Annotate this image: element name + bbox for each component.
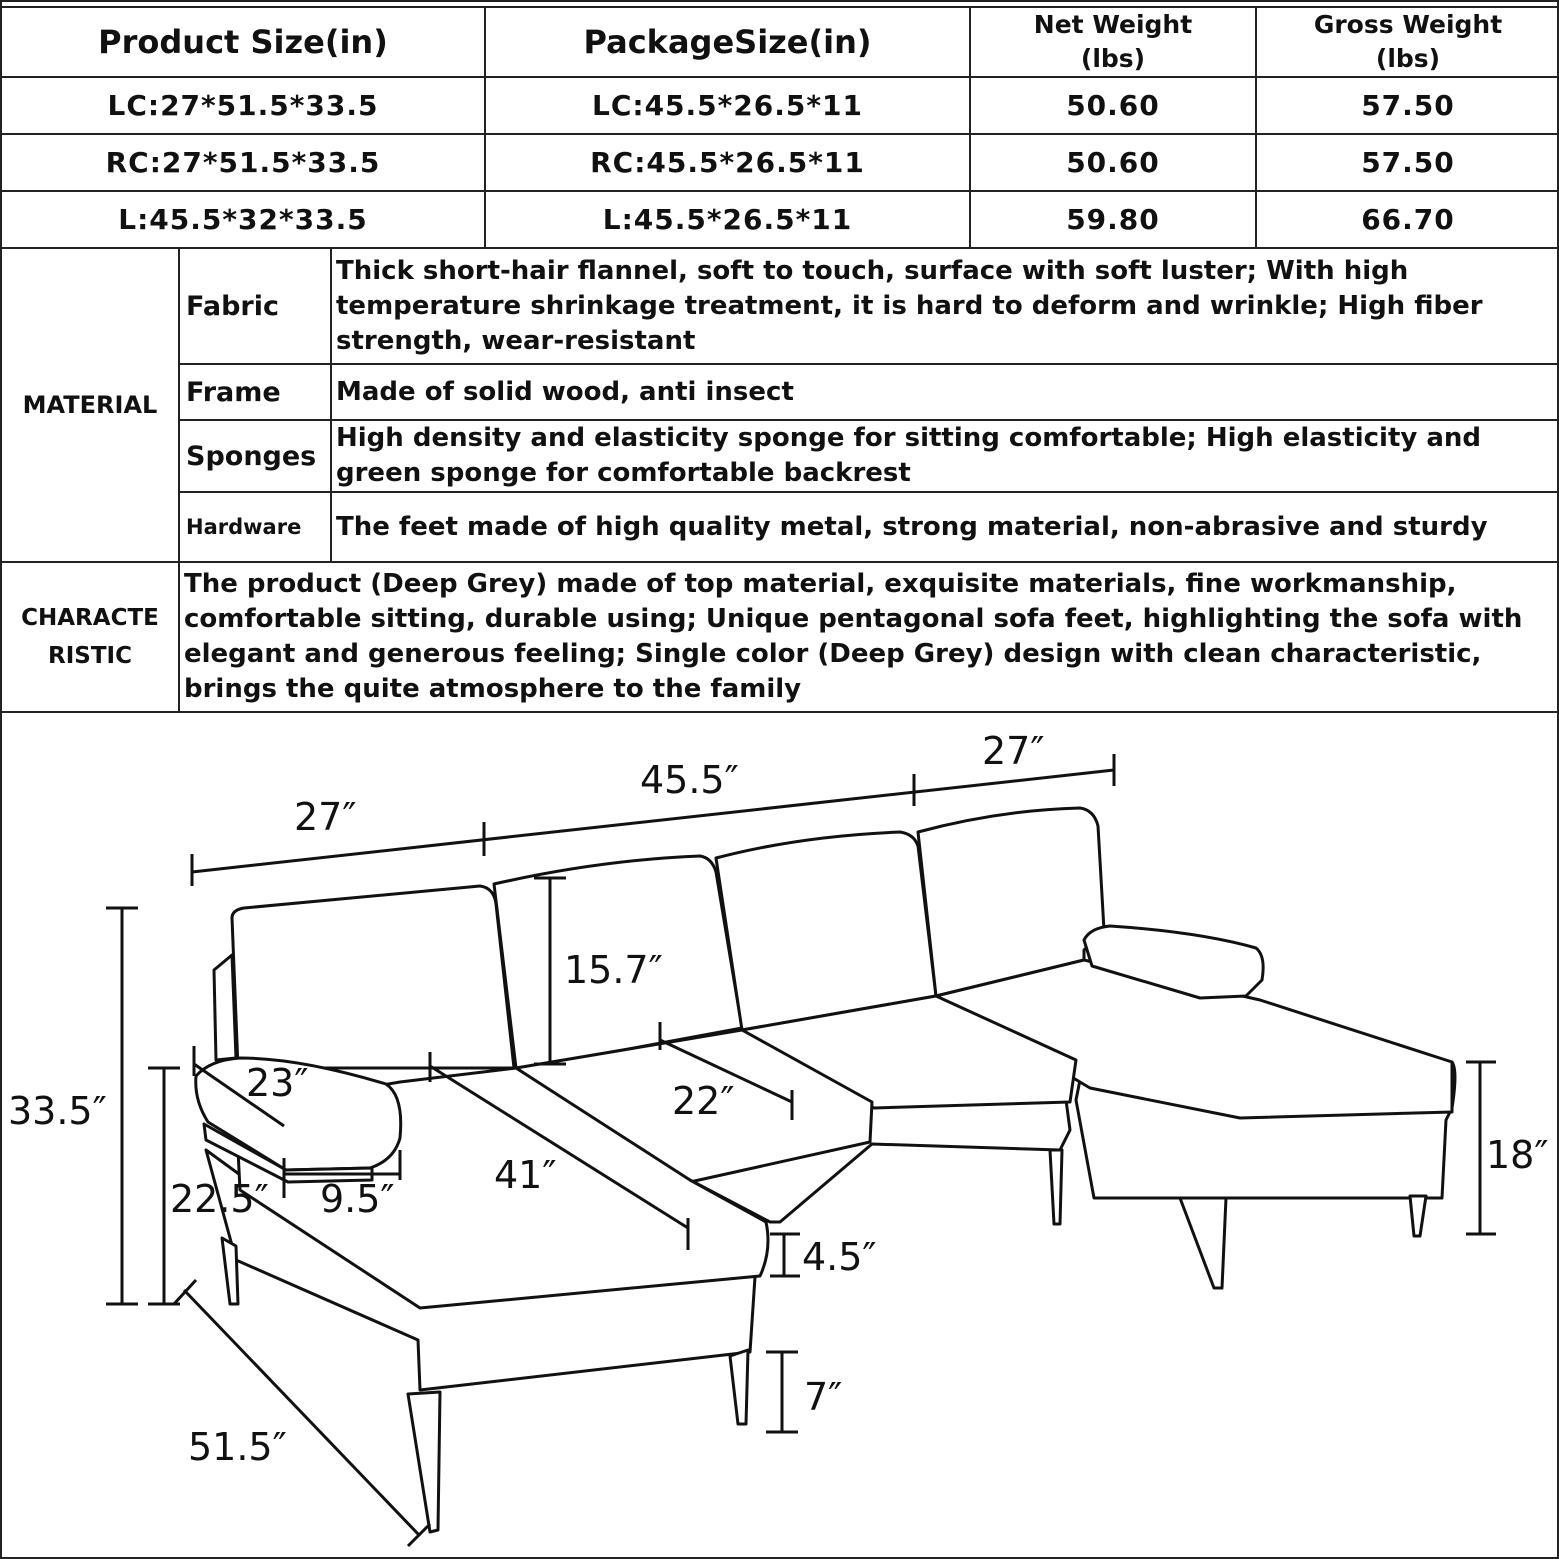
gross-weight-cell: 66.70 (1256, 191, 1559, 248)
characteristic-description: The product (Deep Grey) made of top material, exquisite materials, fine workmanship, comfortable sitting, durable using; Unique pentagonal sofa feet, highlighting the sofa with elegant and generous feeling; Single color (Deep Grey) design with clean characteristic, brings the quite atmosphere to the family (179, 562, 1559, 712)
hardware-description: The feet made of high quality metal, strong material, non-abrasive and sturdy (331, 492, 1559, 562)
net-weight-header: Net Weight (lbs) (970, 7, 1256, 77)
leg (1180, 1198, 1226, 1288)
leg (730, 1350, 748, 1424)
characteristic-row (1, 562, 1559, 712)
frame-label: Frame (179, 364, 331, 420)
gross-weight-cell: 57.50 (1256, 77, 1559, 134)
specification-table (0, 6, 1559, 713)
product-size-cell: LC:27*51.5*33.5 (1, 77, 485, 134)
product-size-cell: L:45.5*32*33.5 (1, 191, 485, 248)
table-row (1, 77, 1559, 134)
package-size-cell: RC:45.5*26.5*11 (485, 134, 970, 191)
material-frame-row (1, 364, 1559, 420)
package-size-cell: LC:45.5*26.5*11 (485, 77, 970, 134)
arm-width-label: 9.5″ (320, 1177, 395, 1221)
package-size-header: PackageSize(in) (485, 7, 970, 77)
cushion-thickness-label: 4.5″ (802, 1235, 877, 1279)
hardware-label: Hardware (179, 492, 331, 562)
sponges-label: Sponges (179, 420, 331, 492)
seat-depth-label: 22″ (672, 1079, 735, 1123)
arm-height-label: 22.5″ (170, 1177, 269, 1221)
arm-length-label: 23″ (246, 1061, 309, 1105)
sponges-description: High density and elasticity sponge for sitting comfortable; High elasticity and green sponge for comfortable backrest (331, 420, 1559, 492)
material-fabric-row (1, 248, 1559, 364)
back-height-label: 15.7″ (564, 948, 663, 992)
seat-height-label: 18″ (1486, 1133, 1549, 1177)
material-sponges-row (1, 420, 1559, 492)
frame-description: Made of solid wood, anti insect (331, 364, 1559, 420)
fabric-description: Thick short-hair flannel, soft to touch, surface with soft luster; With high temperature shrinkage treatment, it is hard to deform and wrinkle; High fiber strength, wear-resistant (331, 248, 1559, 364)
back-cushion-1 (232, 886, 514, 1068)
leg (222, 1238, 238, 1304)
leg (408, 1392, 440, 1532)
material-label: MATERIAL (1, 248, 179, 562)
table-row (1, 191, 1559, 248)
product-size-header: Product Size(in) (1, 7, 485, 77)
fabric-label: Fabric (179, 248, 331, 364)
sofa-dimension-diagram (0, 712, 1559, 1557)
gross-weight-cell: 57.50 (1256, 134, 1559, 191)
package-size-cell: L:45.5*26.5*11 (485, 191, 970, 248)
right-width-label: 27″ (982, 729, 1045, 773)
net-weight-cell: 50.60 (970, 134, 1256, 191)
material-hardware-row (1, 492, 1559, 562)
table-row (1, 134, 1559, 191)
table-header-row (1, 7, 1559, 77)
characteristic-label: CHARACTE RISTIC (1, 562, 179, 712)
net-weight-cell: 50.60 (970, 77, 1256, 134)
sofa-drawing (196, 808, 1455, 1532)
net-weight-cell: 59.80 (970, 191, 1256, 248)
total-height-label: 33.5″ (8, 1089, 107, 1133)
chaise-seat-length-label: 41″ (494, 1153, 557, 1197)
middle-width-label: 45.5″ (640, 758, 739, 802)
leg (1410, 1196, 1426, 1236)
product-size-cell: RC:27*51.5*33.5 (1, 134, 485, 191)
leg-height-label: 7″ (804, 1375, 843, 1419)
chaise-length-label: 51.5″ (188, 1425, 287, 1469)
gross-weight-header: Gross Weight (lbs) (1256, 7, 1559, 77)
leg (1050, 1150, 1062, 1224)
chaise-width-label: 27″ (294, 795, 357, 839)
